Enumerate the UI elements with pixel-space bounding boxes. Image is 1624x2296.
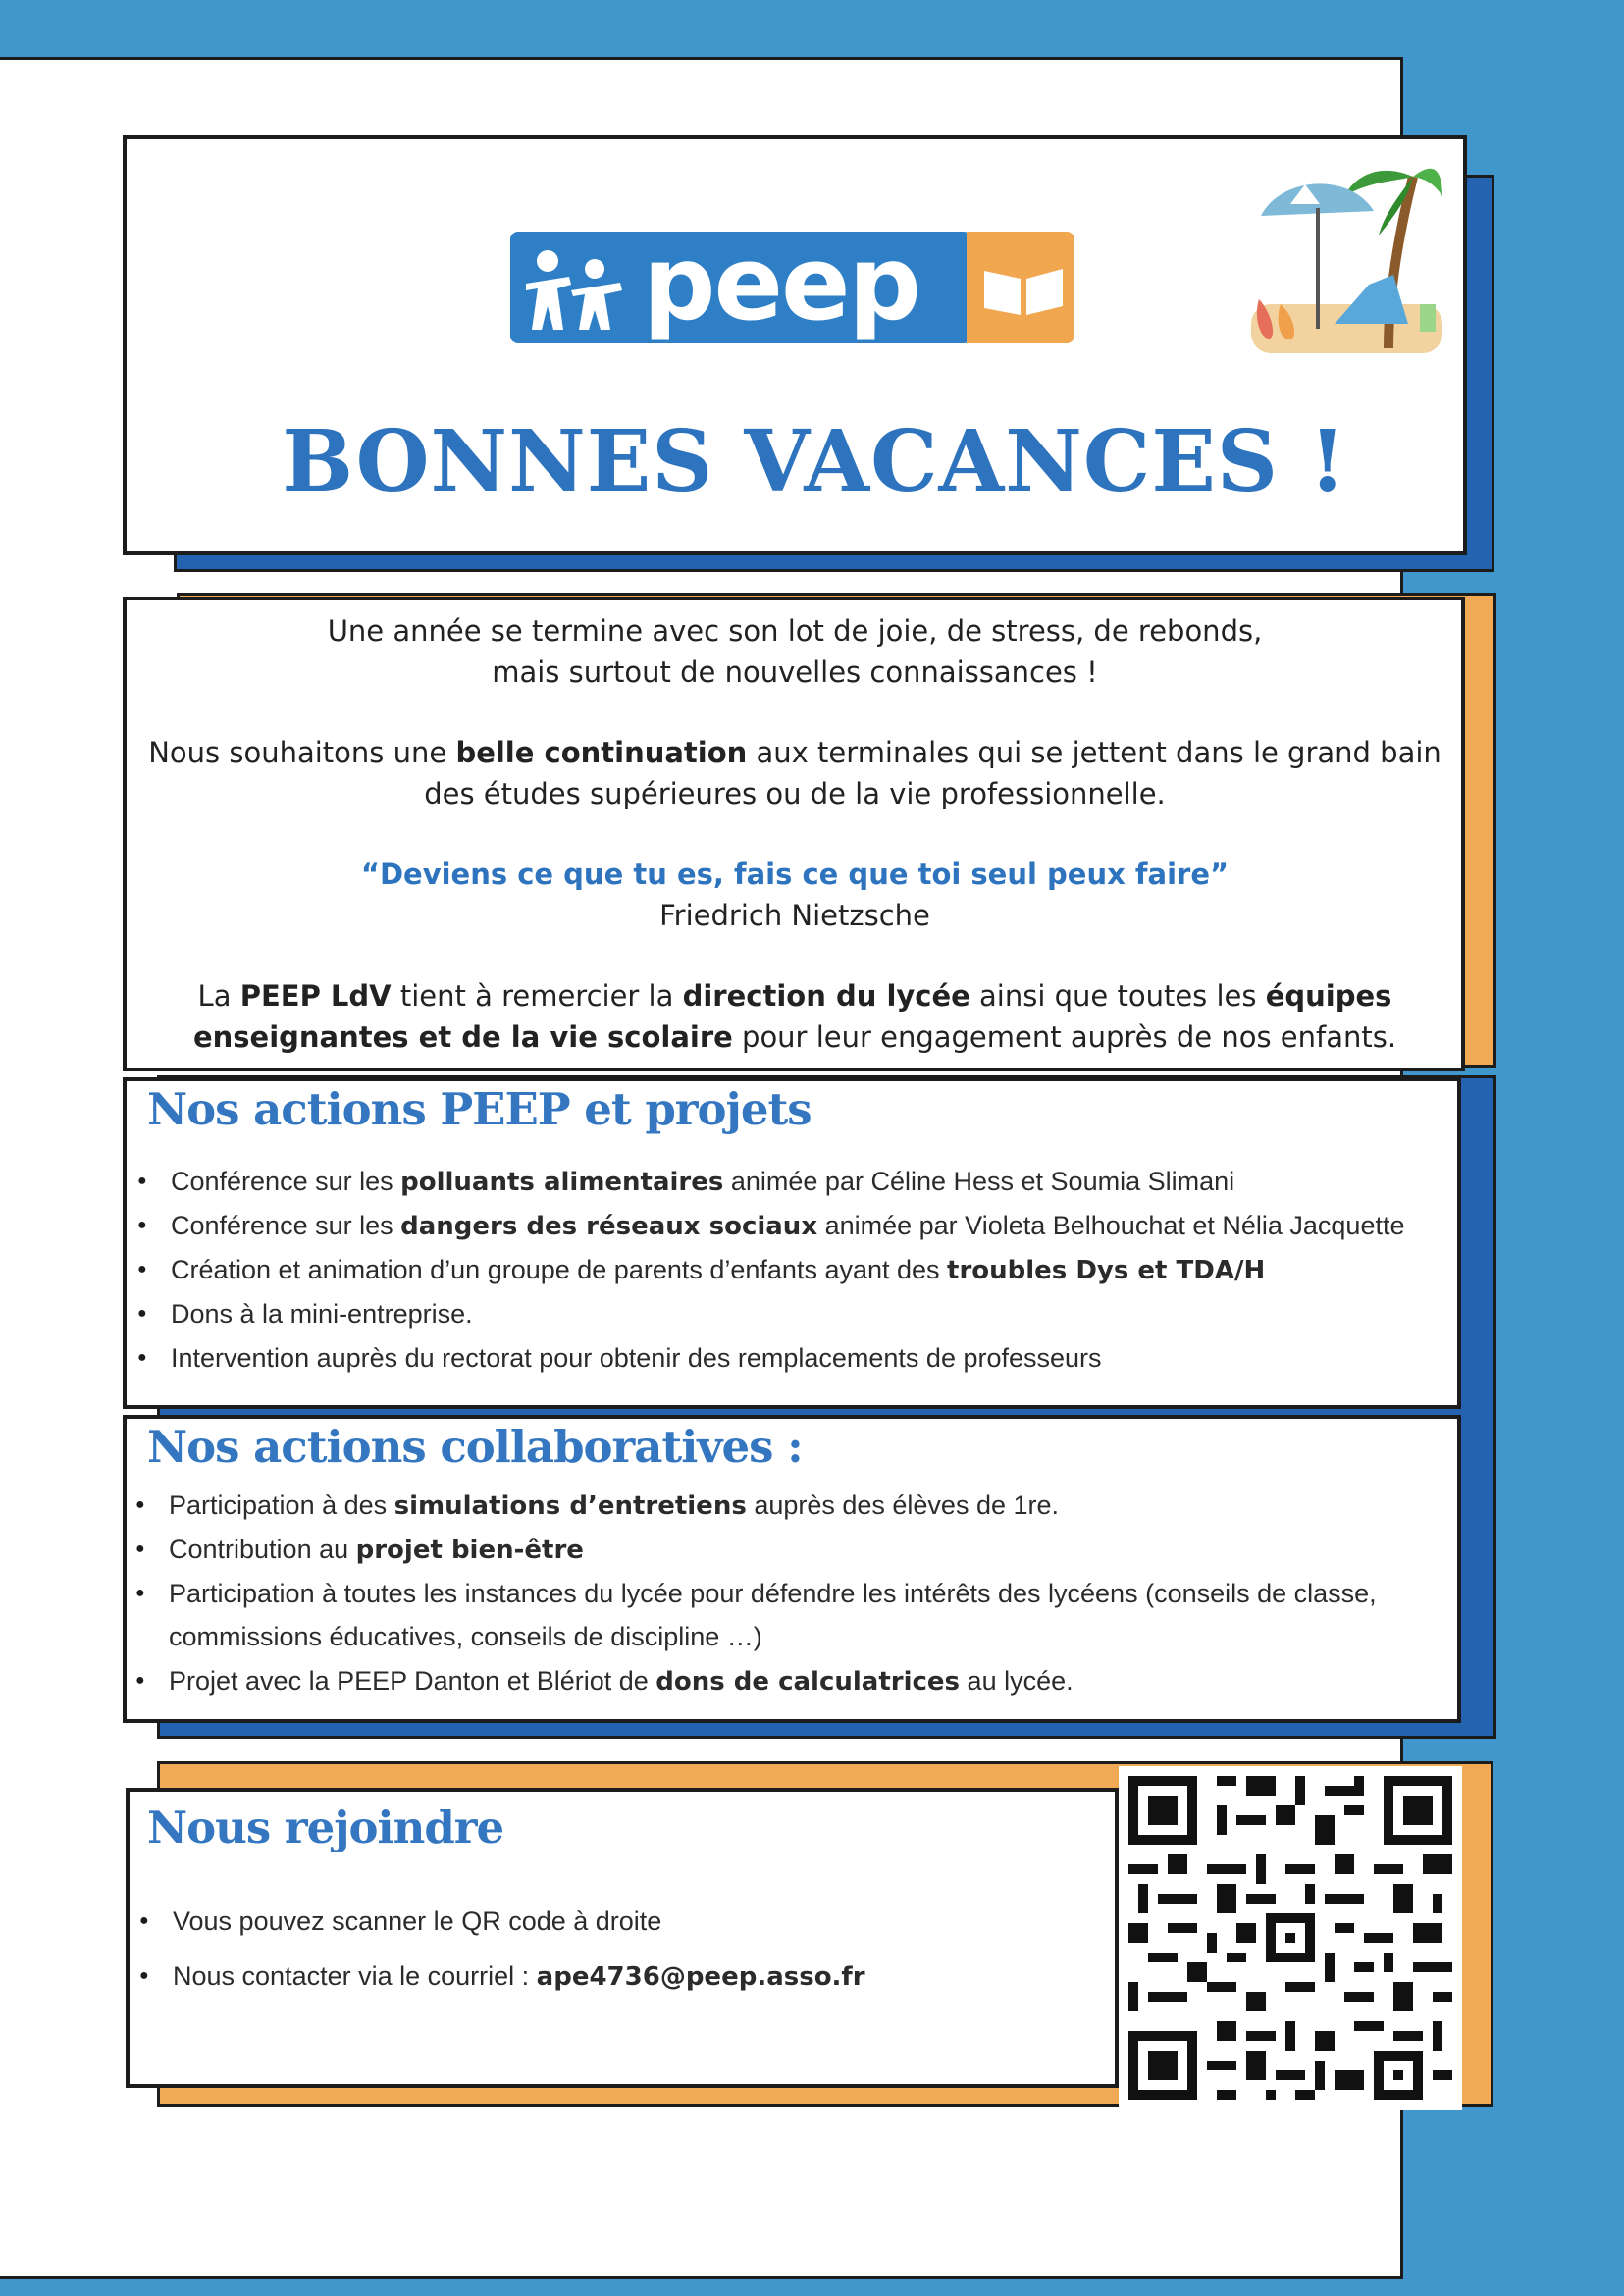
- join-list-wrap: [131, 1900, 1113, 1999]
- list-item: ● Projet avec la PEEP Danton et Blériot de dons de calculatrices au lycée.: [128, 1659, 1442, 1703]
- family-figures-icon: [518, 239, 641, 338]
- collab-list: [128, 1484, 1442, 1703]
- actions-list-wrap: [130, 1160, 1459, 1381]
- list-item: ● Conférence sur les dangers des réseaux sociaux animée par Violeta Belhouchat et Nélia Jacquette: [130, 1204, 1459, 1248]
- peep-logo: [510, 224, 1074, 343]
- list-item: ● Conférence sur les polluants alimentaires animée par Céline Hess et Soumia Slimani: [130, 1160, 1459, 1204]
- thanks-paragraph: La PEEP LdV tient à remercier la direction du lycée ainsi que toutes les équipes: [197, 979, 1392, 1013]
- collab-list-wrap: [128, 1484, 1442, 1703]
- join-title: Nous rejoindre: [147, 1801, 504, 1853]
- thanks-paragraph-line: enseignantes et de la vie scolaire pour leur engagement auprès de nos enfants.: [192, 1020, 1397, 1054]
- list-item: ● Participation à des simulations d’entretiens auprès des élèves de 1re.: [128, 1484, 1442, 1528]
- list-item: ● Création et animation d’un groupe de parents d’enfants ayant des troubles Dys et TDA/H: [130, 1248, 1459, 1292]
- qr-code[interactable]: [1119, 1766, 1462, 2110]
- beach-umbrella-palm-icon: [1251, 157, 1442, 353]
- logo-wordmark: peep: [643, 224, 919, 343]
- list-item: ● Participation à toutes les instances du lycée pour défendre les intérêts des lycéens (conseils de classe, commissions éducatives, conseils de discipline …): [128, 1572, 1442, 1659]
- wish-paragraph: Nous souhaitons une belle continuation aux terminales qui se jettent dans le grand bain: [148, 736, 1441, 769]
- list-item: ● Vous pouvez scanner le QR code à droite: [131, 1900, 1113, 1943]
- open-book-icon: [979, 261, 1068, 320]
- intro-text: [137, 610, 1452, 1058]
- wish-paragraph-line: des études supérieures ou de la vie professionnelle.: [424, 777, 1166, 810]
- collab-title: Nos actions collaboratives :: [147, 1421, 803, 1473]
- quote: “Deviens ce que tu es, fais ce que toi seul peux faire”: [360, 858, 1230, 891]
- intro-line: mais surtout de nouvelles connaissances !: [492, 655, 1098, 689]
- list-item: ● Dons à la mini-entreprise.: [130, 1292, 1459, 1336]
- intro-line: Une année se termine avec son lot de joie, de stress, de rebonds,: [327, 614, 1263, 648]
- actions-title: Nos actions PEEP et projets: [147, 1083, 812, 1135]
- list-item: ● Nous contacter via le courriel : ape4736@peep.asso.fr: [131, 1955, 1113, 1999]
- actions-list: [130, 1160, 1459, 1381]
- join-list: [131, 1900, 1113, 1999]
- list-item: ● Intervention auprès du rectorat pour obtenir des remplacements de professeurs: [130, 1336, 1459, 1381]
- contact-email[interactable]: ape4736@peep.asso.fr: [536, 1962, 865, 1992]
- page-title: BONNES VACANCES !: [282, 412, 1347, 511]
- quote-author: Friedrich Nietzsche: [659, 899, 930, 932]
- list-item: ● Contribution au projet bien-être: [128, 1528, 1442, 1572]
